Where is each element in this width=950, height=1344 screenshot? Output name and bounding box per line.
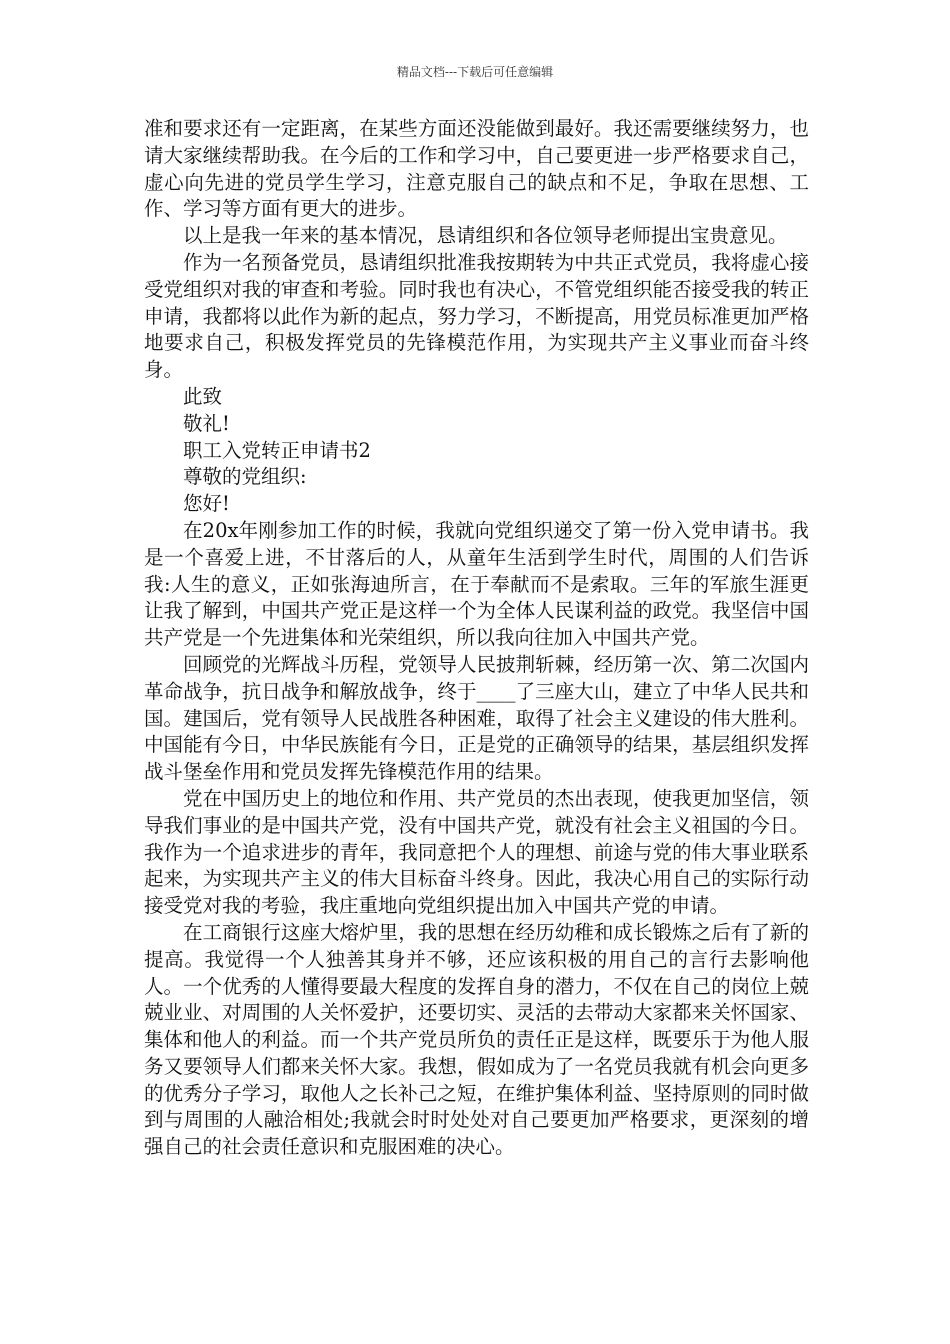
document-title-2: 职工入党转正申请书2 bbox=[183, 438, 371, 462]
page-header: 精品文档---下载后可任意编辑 bbox=[396, 65, 554, 79]
paragraph-continuation: 准和要求还有一定距离，在某些方面还没能做到最好。我还需要继续努力，也请大家继续帮助我。在今后的工作和学习中，自己要更进一步严格要求自己，虚心向先进的党员学生学习，注意克服自己的缺点和不足，争取在思想、工作、学习等方面有更大的进步。 bbox=[144, 117, 809, 221]
paragraph-party-role: 党在中国历史上的地位和作用、共产党员的杰出表现，使我更加坚信，领导我们事业的是中国共产党，没有中国共产党，就没有社会主义祖国的今日。我作为一个追求进步的青年，我同意把个人的理想、前途与党的伟大事业联系起来，为实现共产主义的伟大目标奋斗终身。因此，我决心用自己的实际行动接受党对我的考验，我庄重地向党组织提出加入中国共产党的申请。 bbox=[144, 786, 809, 918]
letter-addressee: 尊敬的党组织: bbox=[183, 465, 307, 489]
paragraph-request-feedback: 以上是我一年来的基本情况，恳请组织和各位领导老师提出宝贵意见。 bbox=[183, 224, 788, 248]
paragraph-bank-growth: 在工商银行这座大熔炉里，我的思想在经历幼稚和成长锻炼之后有了新的提高。我觉得一个人独善其身并不够，还应该积极的用自己的言行去影响他人。一个优秀的人懂得要最大程度的发挥自身的潜力，不仅在自己的岗位上兢兢业业、对周围的人关怀爱护，还要切实、灵活的去带动大家都来关怀国家、集体和他人的利益。而一个共产党员所负的责任正是这样，既要乐于为他人服务又要领导人们都来关怀大家。我想，假如成为了一名党员我就有机会向更多的优秀分子学习，取他人之长补己之短，在维护集体利益、坚持原则的同时做到与周围的人融洽相处;我就会时时处处对自己要更加严格要求，更深刻的增强自己的社会责任意识和克服困难的决心。 bbox=[144, 920, 809, 1159]
closing-salutation: 此致 bbox=[183, 384, 223, 408]
paragraph-conversion-request: 作为一名预备党员，恳请组织批准我按期转为中共正式党员，我将虚心接受党组织对我的审查和考验。同时我也有决心，不管党组织能否接受我的转正申请，我都将以此作为新的起点，努力学习，不断提高，用党员标准更加严格地要求自己，积极发挥党员的先锋模范作用，为实现共产主义事业而奋斗终身。 bbox=[144, 250, 809, 382]
paragraph-first-application: 在20x年刚参加工作的时候，我就向党组织递交了第一份入党申请书。我是一个喜爱上进，不甘落后的人，从童年生活到学生时代，周围的人们告诉我:人生的意义，正如张海迪所言，在于奉献而不是索取。三年的军旅生涯更让我了解到，中国共产党正是这样一个为全体人民谋利益的政党。我坚信中国共产党是一个先进集体和光荣组织，所以我向往加入中国共产党。 bbox=[144, 518, 809, 650]
paragraph-party-history: 回顾党的光辉战斗历程，党领导人民披荆斩棘，经历第一次、第二次国内革命战争，抗日战争和解放战争，终于____了三座大山，建立了中华人民共和国。建国后，党有领导人民战胜各种困难，取得了社会主义建设的伟大胜利。中国能有今日，中华民族能有今日，正是党的正确领导的结果，基层组织发挥战斗堡垒作用和党员发挥先锋模范作用的结果。 bbox=[144, 652, 809, 784]
closing-regards: 敬礼! bbox=[183, 411, 230, 435]
letter-greeting: 您好! bbox=[183, 492, 230, 516]
document-body bbox=[144, 116, 809, 1161]
